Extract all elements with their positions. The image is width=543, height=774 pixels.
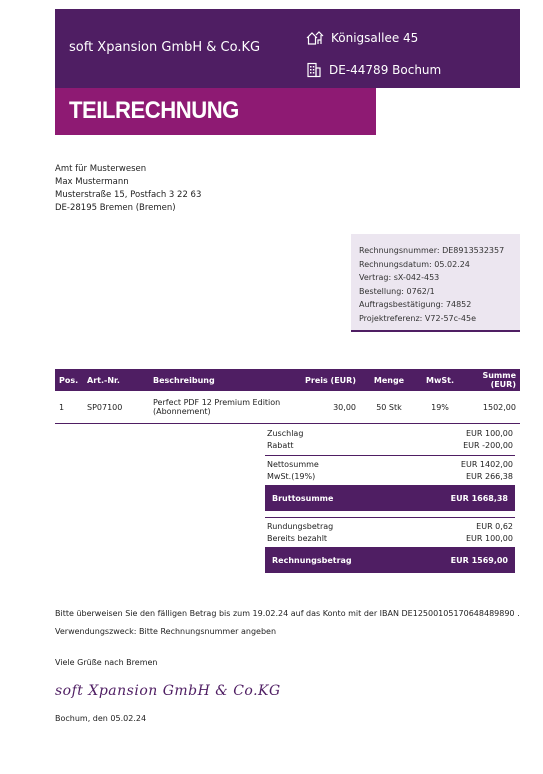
paid-row — [265, 533, 515, 545]
signature: soft Xpansion GmbH & Co.KG — [55, 683, 281, 699]
divider — [265, 517, 515, 518]
discount-row — [265, 440, 515, 452]
desc-line: Perfect PDF 12 Premium Edition — [153, 398, 281, 407]
payment-instruction: Bitte überweisen Sie den fälligen Betrag bis zum 19.02.24 auf das Konto mit der IBAN DE12500105170648489890 . — [55, 609, 520, 618]
cell-sum: 1502,00 — [482, 402, 516, 412]
col-qty: Menge — [360, 369, 418, 391]
discount-label: Rabatt — [267, 441, 294, 450]
discount-value: EUR -200,00 — [463, 441, 513, 450]
invoice-info-box — [351, 234, 520, 332]
table-header-row — [55, 369, 520, 391]
surcharge-label: Zuschlag — [267, 429, 304, 438]
surcharge-row — [265, 428, 515, 440]
totals-block — [265, 428, 515, 573]
order: Bestellung: 0762/1 — [359, 286, 435, 296]
letterhead — [55, 9, 520, 88]
company-name: soft Xpansion GmbH & Co.KG — [69, 40, 261, 55]
city-address — [306, 62, 441, 78]
invoice-date: Rechnungsdatum: 05.02.24 — [359, 259, 470, 269]
rounding-row — [265, 521, 515, 533]
invoice-amount-label: Rechnungsbetrag — [272, 555, 352, 565]
paid-label: Bereits bezahlt — [267, 534, 328, 543]
paid-value: EUR 100,00 — [465, 534, 513, 543]
col-vat: MwSt. — [418, 369, 462, 391]
recipient-line: Musterstraße 15, Postfach 3 22 63 — [55, 190, 202, 200]
table-row — [55, 391, 520, 424]
document-title: TEILRECHNUNG — [69, 97, 239, 124]
street-text: Königsallee 45 — [331, 31, 419, 45]
greeting: Viele Grüße nach Bremen — [55, 658, 158, 667]
gross-label: Bruttosumme — [272, 493, 334, 503]
cell-price: 30,00 — [333, 402, 356, 412]
invoice-number: Rechnungsnummer: DE8913532357 — [359, 246, 505, 255]
col-sum: Summe (EUR) — [462, 369, 520, 391]
place-date: Bochum, den 05.02.24 — [55, 714, 147, 723]
contract: Vertrag: sX-042-453 — [359, 273, 440, 282]
invoice-amount-row — [265, 547, 515, 573]
building-icon — [306, 62, 322, 78]
recipient-line: Max Mustermann — [55, 177, 129, 187]
desc-line: (Abonnement) — [153, 407, 211, 416]
col-pos: Pos. — [55, 369, 83, 391]
cell-art: SP07100 — [87, 402, 123, 412]
cell-qty: 50 Stk — [376, 402, 402, 412]
net-value: EUR 1402,00 — [460, 460, 513, 469]
col-desc: Beschreibung — [149, 369, 292, 391]
rounding-label: Rundungsbetrag — [267, 522, 334, 531]
vat-row — [265, 471, 515, 483]
recipient-line: DE-28195 Bremen (Bremen) — [55, 203, 176, 213]
street-address — [306, 31, 418, 45]
invoice-amount-value: EUR 1569,00 — [450, 555, 508, 565]
net-row — [265, 459, 515, 471]
house-icon — [306, 31, 324, 45]
vat-label: MwSt.(19%) — [267, 472, 316, 481]
payment-purpose: Verwendungszweck: Bitte Rechnungsnummer angeben — [55, 627, 277, 636]
document-title-bar — [55, 88, 376, 135]
vat-value: EUR 266,38 — [465, 472, 513, 481]
line-items-table — [55, 369, 520, 424]
recipient-line: Amt für Musterwesen — [55, 164, 147, 174]
col-price: Preis (EUR) — [292, 369, 360, 391]
order-confirmation: Auftragsbestätigung: 74852 — [359, 300, 472, 309]
col-art: Art.-Nr. — [83, 369, 149, 391]
divider — [265, 455, 515, 456]
recipient-address — [55, 163, 201, 215]
gross-value: EUR 1668,38 — [450, 493, 508, 503]
net-label: Nettosumme — [267, 460, 319, 469]
gross-total-row — [265, 485, 515, 511]
city-text: DE-44789 Bochum — [329, 63, 442, 77]
rounding-value: EUR 0,62 — [476, 522, 513, 531]
surcharge-value: EUR 100,00 — [465, 429, 513, 438]
project-reference: Projektreferenz: V72-57c-45e — [359, 313, 477, 323]
cell-pos: 1 — [59, 402, 65, 412]
cell-vat: 19% — [431, 402, 449, 412]
cell-desc — [149, 391, 292, 424]
